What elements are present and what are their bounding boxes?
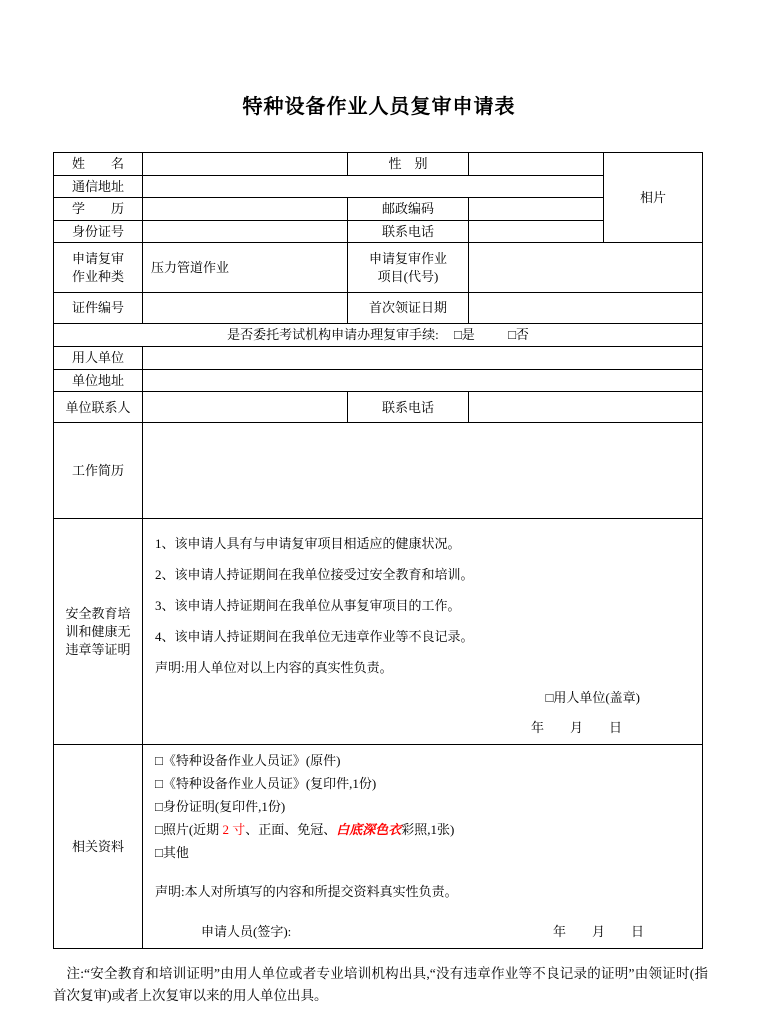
cert-number-label: 证件编号 bbox=[54, 293, 143, 324]
phone-input-cell[interactable] bbox=[469, 220, 604, 243]
postal-code-input-cell[interactable] bbox=[469, 198, 604, 221]
materials-item-other[interactable]: □其他 bbox=[155, 845, 189, 861]
safety-statement: 声明:用人单位对以上内容的真实性负责。 bbox=[155, 660, 393, 676]
review-project-input-cell[interactable] bbox=[469, 243, 703, 293]
materials-content-cell bbox=[143, 745, 703, 949]
employer-address-input-cell[interactable] bbox=[143, 369, 703, 392]
row-cert-firstdate bbox=[54, 293, 703, 324]
safety-item-1: 1、该申请人具有与申请复审项目相适应的健康状况。 bbox=[155, 536, 461, 552]
entrust-no-checkbox[interactable]: □否 bbox=[508, 327, 529, 343]
employer-input-cell[interactable] bbox=[143, 347, 703, 370]
row-employer bbox=[54, 347, 703, 370]
row-related-materials bbox=[54, 745, 703, 949]
gender-label: 性 别 bbox=[348, 153, 469, 176]
row-employer-address bbox=[54, 369, 703, 392]
materials-section-label: 相关资料 bbox=[54, 745, 143, 949]
work-history-label: 工作简历 bbox=[54, 423, 143, 519]
entrust-question-cell bbox=[54, 324, 703, 347]
review-project-label-line1: 申请复审作业 bbox=[368, 251, 447, 267]
safety-date-line: 年 月 日 bbox=[530, 720, 622, 736]
review-type-label bbox=[54, 243, 143, 293]
contact-phone-label: 联系电话 bbox=[348, 392, 469, 423]
contact-phone-input-cell[interactable] bbox=[469, 392, 703, 423]
employer-label: 用人单位 bbox=[54, 347, 143, 370]
safety-item-4: 4、该申请人持证期间在我单位无违章作业等不良记录。 bbox=[155, 629, 474, 645]
photo-item-prefix: □照片(近期 bbox=[155, 822, 220, 838]
postal-code-label: 邮政编码 bbox=[348, 198, 469, 221]
safety-content-cell bbox=[143, 519, 703, 745]
first-cert-date-label: 首次领证日期 bbox=[348, 293, 469, 324]
name-label: 姓 名 bbox=[54, 153, 143, 176]
employer-stamp-checkbox-line[interactable]: □用人单位(盖章) bbox=[545, 690, 640, 706]
row-safety-certification bbox=[54, 519, 703, 745]
employer-contact-input-cell[interactable] bbox=[143, 392, 348, 423]
safety-label-line2: 训和健康无 bbox=[65, 624, 131, 639]
first-cert-date-input-cell[interactable] bbox=[469, 293, 703, 324]
cert-number-input-cell[interactable] bbox=[143, 293, 348, 324]
id-number-input-cell[interactable] bbox=[143, 220, 348, 243]
review-project-label bbox=[348, 243, 469, 293]
education-input-cell[interactable] bbox=[143, 198, 348, 221]
applicant-sign-label[interactable]: 申请人员(签字): bbox=[201, 924, 292, 940]
materials-date-line: 年 月 日 bbox=[552, 924, 644, 940]
name-input-cell[interactable] bbox=[143, 153, 348, 176]
photo-item-size-red: 2 寸 bbox=[219, 822, 246, 838]
entrust-question: 是否委托考试机构申请办理复审手续: bbox=[227, 327, 439, 343]
materials-item-original-cert[interactable]: □《特种设备作业人员证》(原件) bbox=[155, 753, 341, 769]
application-form-table bbox=[53, 152, 703, 949]
photo-item-mid: 、正面、免冠、 bbox=[245, 822, 337, 838]
education-label: 学 历 bbox=[54, 198, 143, 221]
materials-item-id-copy[interactable]: □身份证明(复印件,1份) bbox=[155, 799, 286, 815]
row-review-type-project bbox=[54, 243, 703, 293]
photo-cell: 相片 bbox=[604, 153, 703, 243]
work-history-input-cell[interactable] bbox=[143, 423, 703, 519]
comm-address-input-cell[interactable] bbox=[143, 175, 604, 198]
review-type-label-line1: 申请复审 bbox=[71, 251, 124, 267]
id-number-label: 身份证号 bbox=[54, 220, 143, 243]
safety-item-2: 2、该申请人持证期间在我单位接受过安全教育和培训。 bbox=[155, 567, 474, 583]
applicant-sign-row bbox=[155, 921, 692, 942]
photo-item-color-red: 白底深色衣 bbox=[336, 822, 402, 838]
comm-address-label: 通信地址 bbox=[54, 175, 143, 198]
materials-statement: 声明:本人对所填写的内容和所提交资料真实性负责。 bbox=[155, 884, 458, 900]
review-type-label-line2: 作业种类 bbox=[71, 268, 124, 284]
form-title: 特种设备作业人员复审申请表 bbox=[242, 96, 516, 118]
footer-note: 注:“安全教育和培训证明”由用人单位或者专业培训机构出具,“没有违章作业等不良记录的证明”由领证时(指首次复审)或者上次复审以来的用人单位出具。 bbox=[53, 966, 708, 1004]
materials-item-photo[interactable] bbox=[155, 819, 692, 841]
row-entrust bbox=[54, 324, 703, 347]
review-type-value-cell[interactable]: 压力管道作业 bbox=[143, 243, 348, 293]
row-work-history bbox=[54, 423, 703, 519]
safety-label-line3: 违章等证明 bbox=[65, 641, 131, 657]
employer-address-label: 单位地址 bbox=[54, 369, 143, 392]
row-name-gender bbox=[54, 153, 703, 176]
safety-item-3: 3、该申请人持证期间在我单位从事复审项目的工作。 bbox=[155, 598, 461, 614]
phone-label: 联系电话 bbox=[348, 220, 469, 243]
safety-section-label bbox=[54, 519, 143, 745]
entrust-yes-checkbox[interactable]: □是 bbox=[453, 327, 475, 343]
gender-input-cell[interactable] bbox=[469, 153, 604, 176]
row-employer-contact bbox=[54, 392, 703, 423]
safety-label-line1: 安全教育培 bbox=[65, 606, 131, 622]
review-project-label-line2: 项目(代号) bbox=[377, 268, 439, 284]
photo-item-suffix: 彩照,1张) bbox=[401, 822, 455, 838]
employer-contact-label: 单位联系人 bbox=[54, 392, 143, 423]
materials-item-copy-cert[interactable]: □《特种设备作业人员证》(复印件,1份) bbox=[155, 776, 377, 792]
